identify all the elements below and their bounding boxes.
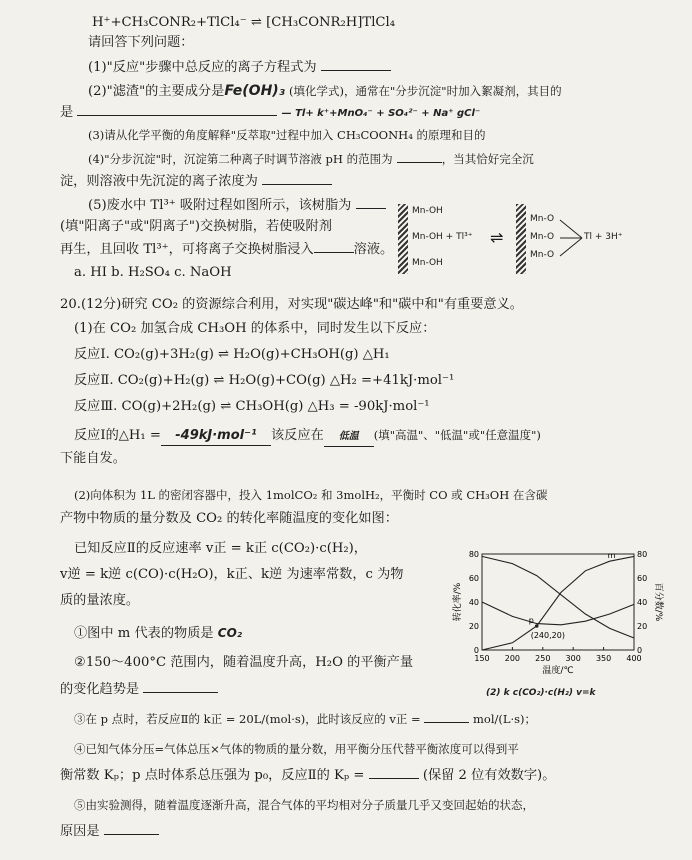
question-5-options: a. HI b. H₂SO₄ c. NaOH [74,265,232,280]
question-5: (5)废水中 Tl³⁺ 吸附过程如图所示，该树脂为 [88,196,386,215]
resin-stripe-left [398,204,408,274]
handwritten-equation: — Tl+ k⁺+MnO₄⁻ + SO₄²⁻ + Na⁺ gCl⁻ [281,108,481,119]
y-tick-label-left-60: 60 [468,574,479,583]
question-3: (3)请从化学平衡的角度解释"反萃取"过程中加入 CH₃COONH₄ 的原理和目的 [88,128,486,142]
sub-question-4-cont: 衡常数 Kₚ；p 点时体系总压强为 p₀，反应Ⅱ的 Kₚ = (保留 2 位有效数字)。 [60,768,556,783]
x-axis-label: 温度/℃ [542,666,574,676]
handwritten-residue: Fe(OH)₃ [224,83,285,99]
problem-20-title: 20.(12分)研究 CO₂ 的资源综合利用，对实现"碳达峰"和"碳中和"有重要意义。 [60,297,523,312]
y-tick-label-left-40: 40 [468,598,479,607]
annotation-coord-0: (240,20) [530,631,565,640]
sub-question-1: ①图中 m 代表的物质是 CO₂ [74,626,243,641]
enthalpy-question: 反应Ⅰ的△H₁ = -49kJ·mol⁻¹ 该反应在 低温 (填"高温"、"低温"或"任意温度") [74,426,541,447]
rate-law-forward: 已知反应Ⅱ的反应速率 v正 = k正 c(CO₂)·c(H₂)， [74,541,367,556]
question-2: (2)"滤渣"的主要成分是Fe(OH)₃ (填化学式)，通常在"分步沉淀"时加入絮凝剂，其目的 [88,83,562,99]
sub-question-5: ⑤由实验测得，随着温度逐渐升高，混合气体的平均相对分子质量几乎又变回起始的状态， [74,798,534,812]
sub-question-5-cont: 原因是 [60,822,159,841]
x-tick-label-150: 150 [474,654,490,663]
series-line-1 [482,602,634,625]
resin-adsorption-figure [398,200,668,280]
sub-question-2-cont: 的变化趋势是 [60,680,218,699]
x-tick-label-400: 400 [626,654,642,663]
handwritten-side-note: (2) k c(CO₂)·c(H₂) v=k [486,688,596,698]
y-tick-label-right-80: 80 [637,550,648,559]
y-tick-label-left-20: 20 [468,622,479,631]
sub-question-2: ②150～400°C 范围内，随着温度升高，H₂O 的平衡产量 [74,655,414,670]
resin-arrow: ⇌ [490,228,504,247]
temperature-chart [448,548,688,678]
question-5-regen: 再生，且回收 Tl³⁺，可将离子交换树脂浸入 溶液。 [60,242,394,257]
handwritten-temperature: 低温 [324,428,374,447]
sub-question-3: ③在 p 点时，若反应Ⅱ的 k正 = 20L/(mol·s)，此时该反应的 v正 = mol/(L·s)； [74,712,537,726]
series-label-0: m [607,551,616,561]
resin-product: Tl + 3H⁺ [584,232,623,242]
reaction-2: 反应Ⅱ. CO₂(g)+H₂(g) ⇌ H₂O(g)+CO(g) △H₂ =+41kJ·mol⁻¹ [74,373,455,388]
resin-left-1: Mn-OH [412,206,443,216]
x-tick-label-250: 250 [535,654,551,663]
question-2-cont: 是 — Tl+ k⁺+MnO₄⁻ + SO₄²⁻ + Na⁺ gCl⁻ [60,105,481,120]
resin-stripe-right [516,204,526,274]
y-tick-label-left-80: 80 [468,550,479,559]
problem-20-part2: (2)向体积为 1L 的密闭容器中，投入 1molCO₂ 和 3molH₂，平衡时 CO 或 CH₃OH 在含碳 [74,488,548,502]
question-4: (4)"分步沉淀"时，沉淀第二种离子时调节溶液 pH 的范围为 ，当其恰好完全沉 [88,152,534,166]
rate-law-reverse: v逆 = k逆 c(CO)·c(H₂O)，k正、k逆 为速率常数，c 为物 [60,567,404,582]
y-tick-label-right-0: 0 [637,646,643,655]
question-4-cont: 淀，则溶液中先沉淀的离子浓度为 [60,172,332,191]
x-tick-label-300: 300 [565,654,581,663]
x-tick-label-350: 350 [595,654,612,663]
handwritten-m: CO₂ [217,626,243,640]
y-tick-label-right-40: 40 [637,598,648,607]
question-5-cont: (填"阳离子"或"阴离子")交换树脂，若使吸附剂 [60,219,332,234]
resin-right-2: Mn-O [530,232,555,242]
question-prompt: 请回答下列问题： [88,35,194,50]
resin-left-2: Mn-OH + Tl³⁺ [412,232,473,242]
annotation-point-0 [535,624,539,628]
y-axis-label-left: 转化率/% [453,582,463,622]
problem-20-part1: (1)在 CO₂ 加氢合成 CH₃OH 的体系中，同时发生以下反应： [74,321,436,336]
rate-law-note: 质的量浓度。 [60,593,140,608]
y-tick-label-right-60: 60 [637,574,648,583]
equation-line: H⁺+CH₃CONR₂+TlCl₄⁻ ⇌ [CH₃CONR₂H]TlCl₄ [92,15,396,30]
annotation-label-0: p [528,616,534,625]
y-tick-label-right-20: 20 [637,622,648,631]
resin-left-3: Mn-OH [412,258,443,268]
reaction-1: 反应Ⅰ. CO₂(g)+3H₂(g) ⇌ H₂O(g)+CH₃OH(g) △H₁ [74,347,390,362]
enthalpy-question-cont: 下能自发。 [60,451,126,466]
resin-right-3: Mn-O [530,250,555,260]
resin-right-1: Mn-O [530,214,555,224]
x-tick-label-200: 200 [504,654,521,663]
handwritten-dh1: -49kJ·mol⁻¹ [161,427,271,446]
y-axis-label-right: 百分数/% [653,582,663,622]
y-tick-label-left-0: 0 [473,646,479,655]
sub-question-4: ④已知气体分压=气体总压×气体的物质的量分数，用平衡分压代替平衡浓度可以得到平 [74,742,519,756]
problem-20-part2-cont: 产物中物质的量分数及 CO₂ 的转化率随温度的变化如图： [60,511,398,526]
question-1: (1)"反应"步骤中总反应的离子方程式为 [88,58,391,77]
reaction-3: 反应Ⅲ. CO(g)+2H₂(g) ⇌ CH₃OH(g) △H₃ = -90kJ·mol⁻¹ [74,399,430,414]
